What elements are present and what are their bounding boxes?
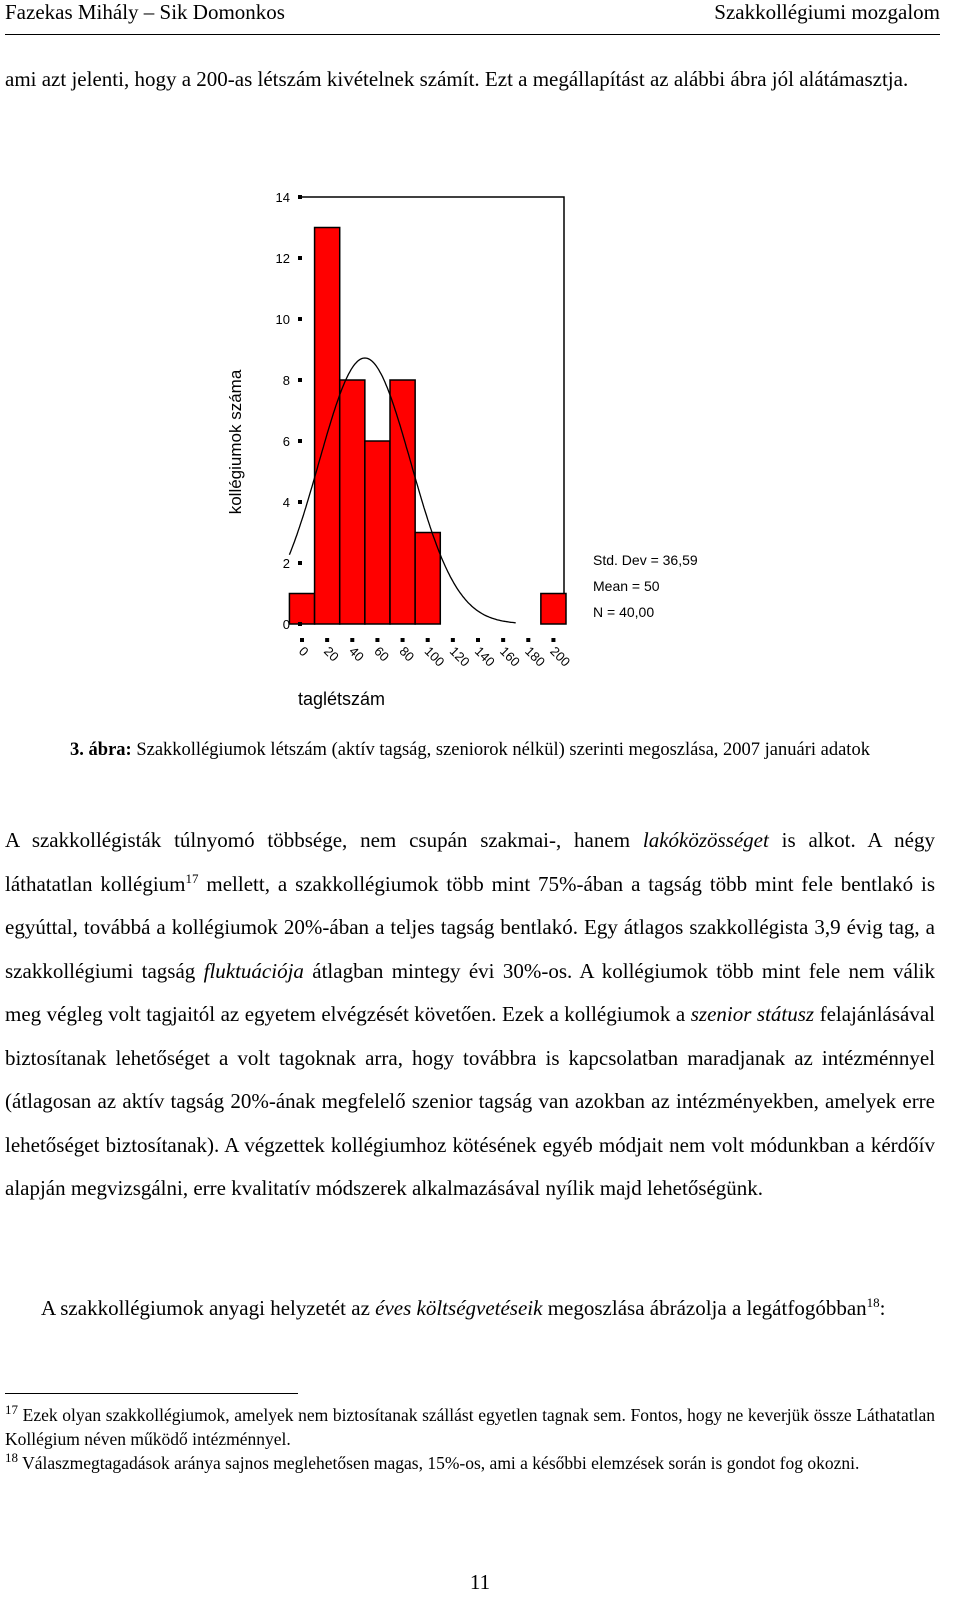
caption-text: Szakkollégiumok létszám (aktív tagság, szeniorok nélkül) szerinti megoszlása, 2007 januári adatok <box>136 740 870 760</box>
header-title: Szakkollégiumi mozgalom <box>714 0 940 24</box>
histogram-bar <box>390 380 415 624</box>
header-rule <box>5 34 940 35</box>
x-tick-label: 160 <box>497 643 523 670</box>
x-tick-label: 40 <box>346 643 368 665</box>
x-tick <box>300 638 304 642</box>
x-tick-label: 0 <box>295 643 312 660</box>
stats-line: Std. Dev = 36,59 <box>593 552 698 568</box>
x-axis-label: taglétszám <box>298 689 386 709</box>
stats-line: Mean = 50 <box>593 578 660 594</box>
x-tick-label: 180 <box>522 643 549 670</box>
histogram-bar <box>315 228 340 625</box>
x-tick <box>501 638 505 642</box>
y-tick-label: 12 <box>275 251 290 266</box>
footnote-text: Ezek olyan szakkollégiumok, amelyek nem biztosítanak szállást egyetlen tagnak sem. Fontos, hogy ne keverjük össze Láthatatlan Kollégium néven működő intézménnyel. <box>5 1405 936 1449</box>
footnote-ref-17: 17 <box>185 870 199 886</box>
y-tick <box>298 439 302 443</box>
y-tick <box>298 317 302 321</box>
text-run: felajánlásával biztosítanak lehetőséget a volt tagoknak arra, hogy továbbra is kapcsolatban maradjanak az intézménnyel (átlagosan az aktív tagság 20%-ának megfelelő szenior tagság van azokban az intézményekben, amelyek erre lehetőséget biztosítanak). A végzettek kollégiumhoz kötésének egyéb módjait nem volt módunkban a kérdőív alapján megvizsgálni, erre kvalitatív módszerek alkalmazásával nyílik majd lehetőségünk. <box>5 1002 936 1200</box>
header-authors: Fazekas Mihály – Sik Domonkos <box>5 0 285 24</box>
x-tick <box>325 638 329 642</box>
italic-term: lakóközösséget <box>642 828 769 852</box>
histogram-bar <box>340 380 365 624</box>
figure-caption <box>5 740 935 761</box>
y-tick-label: 4 <box>282 495 290 510</box>
intro-paragraph: ami azt jelenti, hogy a 200-as létszám kivételnek számít. Ezt a megállapítást az alábbi ábra jól alátámasztja. <box>5 67 909 91</box>
y-tick-label: 14 <box>275 190 290 205</box>
x-tick-label: 100 <box>421 643 448 670</box>
x-tick <box>526 638 530 642</box>
x-tick-label: 80 <box>396 643 418 665</box>
footnote-18 <box>5 1451 935 1475</box>
x-tick <box>551 638 555 642</box>
running-header <box>5 0 940 30</box>
x-tick <box>350 638 354 642</box>
page-number: 11 <box>469 1570 491 1594</box>
x-tick <box>426 638 430 642</box>
footnote-text: Válaszmegtagadások aránya sajnos meglehetősen magas, 15%-os, ami a későbbi elemzések során is gondot fog okozni. <box>22 1453 860 1473</box>
italic-term: éves költségvetéseik <box>375 1296 543 1320</box>
x-tick <box>375 638 379 642</box>
histogram-bar <box>541 594 566 625</box>
x-tick-label: 140 <box>471 643 498 670</box>
x-tick <box>451 638 455 642</box>
histogram-bar <box>289 594 314 625</box>
y-tick <box>298 378 302 382</box>
histogram-bar <box>365 441 390 624</box>
text-run: megoszlása ábrázolja a legátfogóbban <box>542 1296 867 1320</box>
y-tick <box>298 561 302 565</box>
text-run: átlagban mintegy évi 30%-os. A kollégiumok több mint fele nem válik meg végleg volt tagjaitól az egyetem elvégzését követően. Ezek a kollégiumok a <box>5 958 935 1026</box>
text-run: A szakkollégisták túlnyomó többsége, nem csupán szakmai-, hanem <box>5 828 643 852</box>
x-tick-label: 200 <box>547 643 574 670</box>
y-tick <box>298 500 302 504</box>
main-paragraph <box>5 819 935 1211</box>
text-run: is alkot. A négy láthatatlan kollégium <box>5 828 935 896</box>
stats-line: N = 40,00 <box>593 604 655 620</box>
footnote-rule <box>5 1393 298 1394</box>
italic-term: fluktuációja <box>203 958 304 983</box>
text-run: A szakkollégiumok anyagi helyzetét az <box>41 1296 376 1320</box>
caption-label: 3. ábra: <box>70 740 132 760</box>
y-tick-label: 6 <box>282 434 290 449</box>
footnote-number: 18 <box>5 1450 18 1466</box>
y-tick-label: 2 <box>282 556 290 571</box>
y-tick <box>298 622 302 626</box>
x-tick-label: 20 <box>321 643 342 665</box>
y-tick-label: 0 <box>282 617 290 632</box>
x-tick <box>476 638 480 642</box>
y-tick <box>298 256 302 260</box>
text-run: mellett, a szakkollégiumok több mint 75%-ában a tagság több mint fele bentlakó is egyúttal, továbbá a kollégiumok 20%-ában a teljes tagság bentlakó. Egy átlagos szakkollégista 3,9 évig tag, a szakkollégiumi tagság <box>5 871 935 983</box>
y-axis-label: kollégiumok száma <box>226 369 245 515</box>
x-tick <box>401 638 405 642</box>
text-run: : <box>879 1296 886 1320</box>
footnote-ref-18: 18 <box>866 1295 880 1310</box>
footnote-17 <box>5 1403 935 1451</box>
y-tick <box>298 195 302 199</box>
x-tick-label: 60 <box>371 643 393 665</box>
budget-paragraph <box>5 1287 935 1331</box>
y-tick-label: 8 <box>282 373 290 388</box>
y-tick-label: 10 <box>275 312 290 327</box>
x-tick-label: 120 <box>446 643 473 670</box>
footnote-number: 17 <box>5 1402 18 1418</box>
histogram-chart <box>226 180 730 715</box>
italic-term: szenior státusz <box>690 1002 815 1026</box>
